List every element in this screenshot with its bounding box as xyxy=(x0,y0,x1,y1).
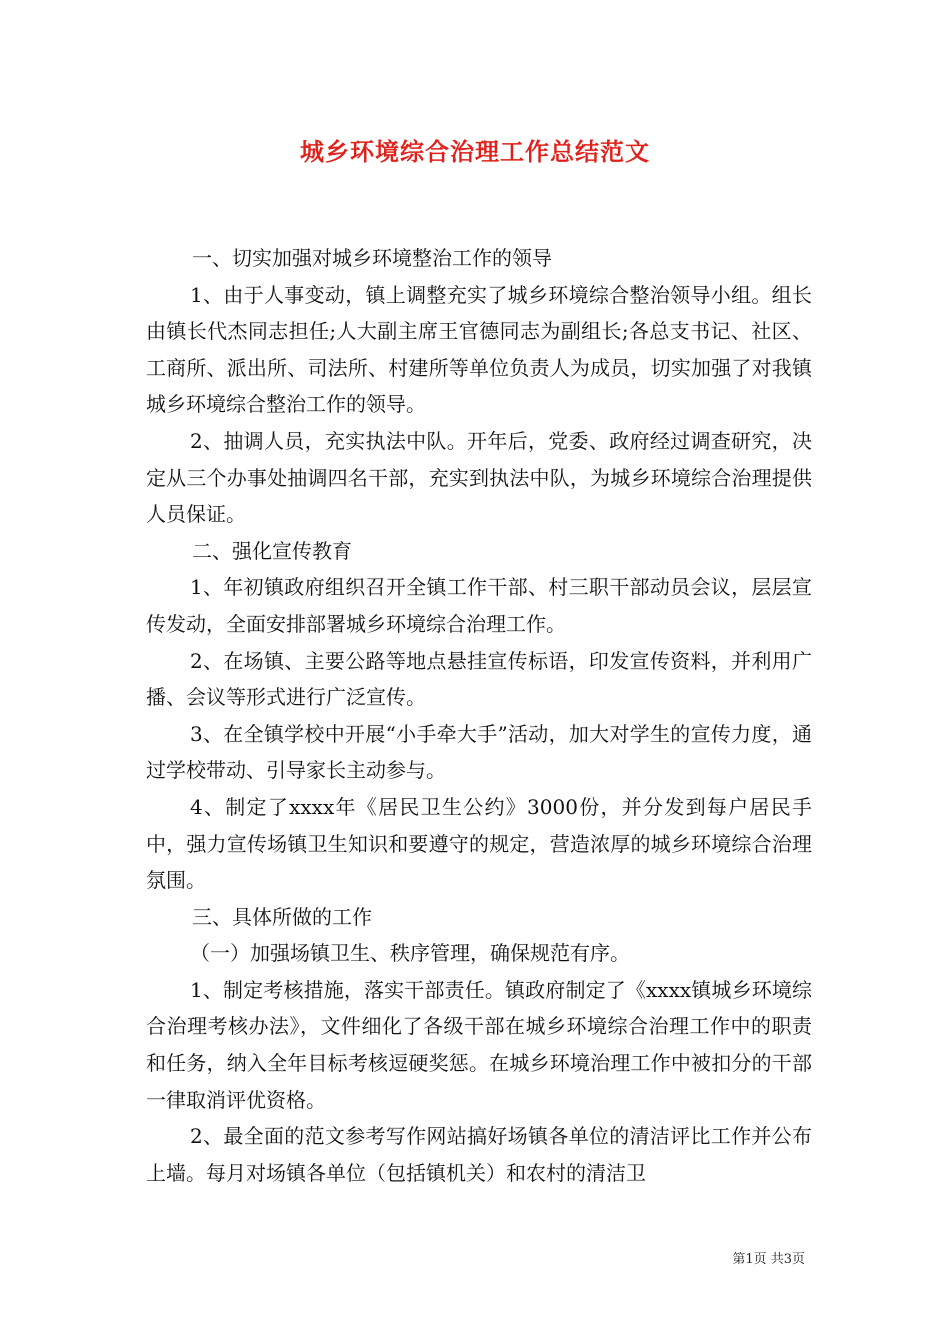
body-paragraph: 2、在场镇、主要公路等地点悬挂宣传标语，印发宣传资料，并利用广播、会议等形式进行广泛宣传。 xyxy=(146,648,812,710)
section-heading: 三、具体所做的工作 xyxy=(192,904,372,929)
body-paragraph: 3、在全镇学校中开展“小手牵大手”活动，加大对学生的宣传力度，通过学校带动、引导家长主动参与。 xyxy=(146,721,812,783)
body-paragraph: 1、制定考核措施，落实干部责任。镇政府制定了《xxxx镇城乡环境综合治理考核办法》，文件细化了各级干部在城乡环境综合治理工作中的职责和任务，纳入全年目标考核逗硬奖惩。在城乡环境治理工作中被扣分的干部一律取消评优资格。 xyxy=(146,977,812,1112)
body-paragraph: 1、年初镇政府组织召开全镇工作干部、村三职干部动员会议，层层宣传发动，全面安排部署城乡环境综合治理工作。 xyxy=(146,575,812,636)
section-heading: 一、切实加强对城乡环境整治工作的领导 xyxy=(192,246,552,270)
body-paragraph: 1、由于人事变动，镇上调整充实了城乡环境综合整治领导小组。组长由镇长代杰同志担任;人大副主席王官德同志为副组长;各总支书记、社区、工商所、派出所、司法所、村建所等单位负责人为成员，切实加强了对我镇城乡环境综合整治工作的领导。 xyxy=(146,282,812,417)
body-paragraph: 2、抽调人员，充实执法中队。开年后，党委、政府经过调查研究，决定从三个办事处抽调四名干部，充实到执法中队，为城乡环境综合治理提供人员保证。 xyxy=(146,428,812,527)
body-paragraph: 2、最全面的范文参考写作网站搞好场镇各单位的清洁评比工作并公布上墙。每月对场镇各单位（包括镇机关）和农村的清洁卫 xyxy=(146,1124,812,1185)
page-number-footer: 第1页 共3页 xyxy=(732,1252,805,1267)
document-title: 城乡环境综合治理工作总结范文 xyxy=(300,137,650,166)
section-heading: 二、强化宣传教育 xyxy=(192,538,352,563)
subsection-heading: （一）加强场镇卫生、秩序管理，确保规范有序。 xyxy=(190,941,630,966)
document-body xyxy=(146,240,812,1191)
body-paragraph: 4、制定了xxxx年《居民卫生公约》3000份，并分发到每户居民手中，强力宣传场镇卫生知识和要遵守的规定，营造浓厚的城乡环境综合治理氛围。 xyxy=(146,794,812,893)
